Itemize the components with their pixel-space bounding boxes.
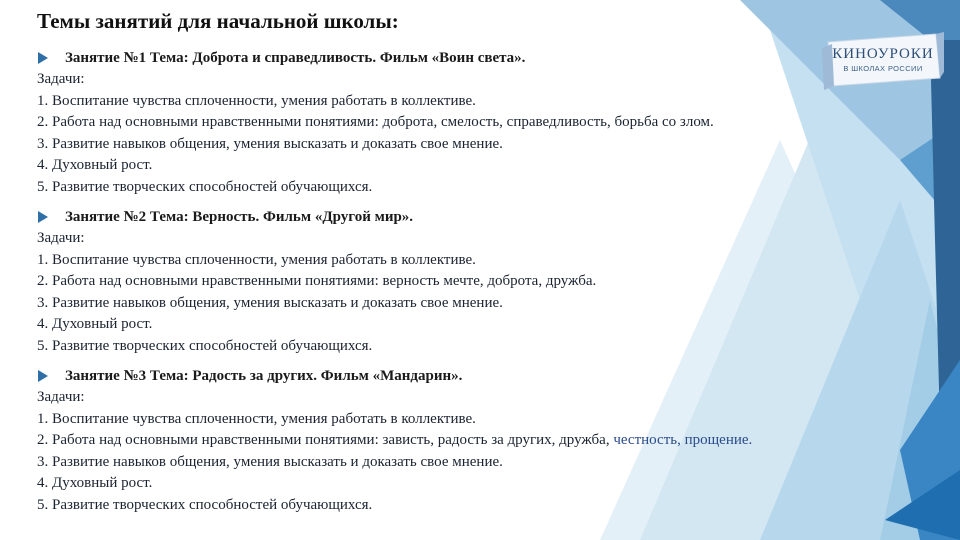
task-item [37,430,917,452]
lesson-title: Занятие №2 Тема: Верность. Фильм «Другой мир». [65,208,414,225]
task-item: 4. Духовный рост. [37,316,153,332]
task-text: 2. Работа над основными нравственными понятиями: зависть, радость за других, дружба, [37,432,614,448]
task-item: 3. Развитие навыков общения, умения высказать и доказать свое мнение. [37,294,503,311]
lesson-header [37,206,917,228]
tasks-label: Задачи: [37,389,85,405]
tasks-label: Задачи: [37,71,85,87]
lesson-header [37,365,917,387]
task-item: 5. Развитие творческих способностей обучающихся. [37,496,373,513]
tasks-label: Задачи: [37,230,85,246]
lesson-header [37,47,917,69]
task-text-continued: честность, прощение. [613,432,753,448]
triangle-bullet-icon [38,52,48,64]
task-item: 2. Работа над основными нравственными понятиями: доброта, смелость, справедливость, борьба со злом. [37,114,714,130]
task-item: 4. Духовный рост. [37,475,153,491]
triangle-bullet-icon [38,211,48,223]
task-item: 3. Развитие навыков общения, умения высказать и доказать свое мнение. [37,453,503,470]
task-item: 2. Работа над основными нравственными понятиями: верность мечте, доброта, дружба. [37,273,597,289]
task-item: 1. Воспитание чувства сплоченности, умения работать в коллективе. [37,92,476,109]
lesson-3 [37,365,917,516]
lesson-1 [37,47,917,198]
task-item: 4. Духовный рост. [37,157,153,173]
task-item: 5. Развитие творческих способностей обучающихся. [37,178,373,195]
task-item: 1. Воспитание чувства сплоченности, умения работать в коллективе. [37,410,476,427]
logo-subtitle: В ШКОЛАХ РОССИИ [843,64,923,73]
lesson-title: Занятие №3 Тема: Радость за других. Фильм «Мандарин». [65,367,463,384]
lessons-list [37,47,917,524]
lesson-2 [37,206,917,357]
logo-title: КИНОУРОКИ [832,46,934,62]
task-item: 3. Развитие навыков общения, умения высказать и доказать свое мнение. [37,135,503,152]
lesson-title: Занятие №1 Тема: Доброта и справедливость. Фильм «Воин света». [65,49,526,66]
task-item: 1. Воспитание чувства сплоченности, умения работать в коллективе. [37,251,476,268]
task-item: 5. Развитие творческих способностей обучающихся. [37,337,373,354]
triangle-bullet-icon [38,370,48,382]
slide-title: Темы занятий для начальной школы: [37,9,399,33]
